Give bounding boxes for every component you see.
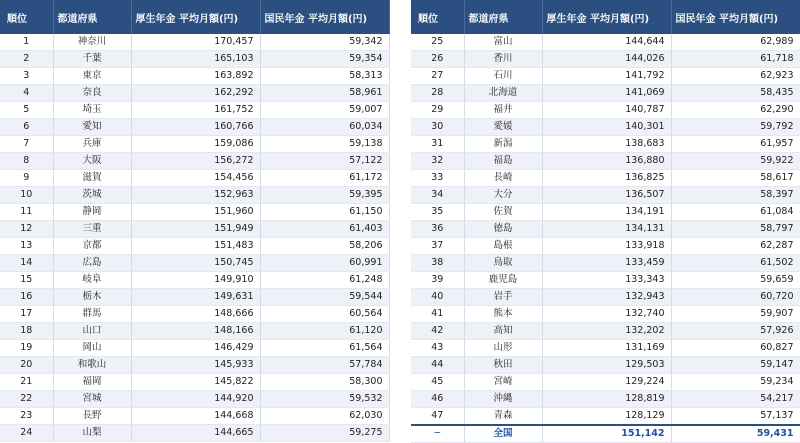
table-row — [0, 119, 389, 136]
employee-pension-cell: 163,892 — [131, 68, 260, 85]
table-row — [0, 408, 389, 425]
prefecture-cell: 三重 — [53, 221, 131, 238]
employee-pension-cell: 133,459 — [542, 255, 671, 272]
prefecture-cell: 福岡 — [53, 374, 131, 391]
national-pension-cell: 61,084 — [671, 204, 800, 221]
national-pension-cell: 58,206 — [260, 238, 389, 255]
national-pension-cell: 59,147 — [671, 357, 800, 374]
rank-cell: 22 — [0, 391, 53, 408]
prefecture-cell: 全国 — [464, 425, 542, 443]
rank-cell: 27 — [411, 68, 464, 85]
rank-cell: 42 — [411, 323, 464, 340]
employee-pension-cell: 148,166 — [131, 323, 260, 340]
rank-cell: 16 — [0, 289, 53, 306]
national-pension-cell: 58,797 — [671, 221, 800, 238]
table-row — [411, 289, 800, 306]
table-row — [0, 323, 389, 340]
prefecture-cell: 徳島 — [464, 221, 542, 238]
employee-pension-cell: 136,825 — [542, 170, 671, 187]
prefecture-cell: 青森 — [464, 408, 542, 426]
table-row — [0, 187, 389, 204]
rank-cell: 11 — [0, 204, 53, 221]
table-row — [0, 221, 389, 238]
employee-pension-cell: 132,943 — [542, 289, 671, 306]
rank-cell: 47 — [411, 408, 464, 426]
national-pension-cell: 59,544 — [260, 289, 389, 306]
rank-cell: 29 — [411, 102, 464, 119]
national-pension-cell: 57,784 — [260, 357, 389, 374]
prefecture-cell: 東京 — [53, 68, 131, 85]
national-pension-cell: 59,007 — [260, 102, 389, 119]
employee-pension-cell: 131,169 — [542, 340, 671, 357]
header-employee-pension: 厚生年金 平均月額(円) — [542, 0, 671, 34]
table-row — [411, 238, 800, 255]
rank-cell: 2 — [0, 51, 53, 68]
employee-pension-cell: 150,745 — [131, 255, 260, 272]
national-pension-cell: 58,300 — [260, 374, 389, 391]
rank-cell: 3 — [0, 68, 53, 85]
rank-cell: 40 — [411, 289, 464, 306]
national-pension-cell: 60,564 — [260, 306, 389, 323]
national-pension-cell: 54,217 — [671, 391, 800, 408]
header-national-pension: 国民年金 平均月額(円) — [260, 0, 389, 34]
table-row — [0, 51, 389, 68]
prefecture-cell: 北海道 — [464, 85, 542, 102]
national-pension-cell: 59,234 — [671, 374, 800, 391]
prefecture-cell: 静岡 — [53, 204, 131, 221]
rank-cell: 35 — [411, 204, 464, 221]
table-row — [0, 289, 389, 306]
employee-pension-cell: 151,483 — [131, 238, 260, 255]
national-pension-cell: 58,313 — [260, 68, 389, 85]
rank-cell: 1 — [0, 34, 53, 51]
rank-cell: 14 — [0, 255, 53, 272]
employee-pension-cell: 159,086 — [131, 136, 260, 153]
table-row — [411, 68, 800, 85]
national-pension-cell: 61,150 — [260, 204, 389, 221]
national-pension-cell: 59,792 — [671, 119, 800, 136]
rank-cell: 32 — [411, 153, 464, 170]
prefecture-cell: 大分 — [464, 187, 542, 204]
table-row — [411, 374, 800, 391]
table-row — [0, 255, 389, 272]
rank-cell: 20 — [0, 357, 53, 374]
national-pension-cell: 60,034 — [260, 119, 389, 136]
employee-pension-cell: 144,668 — [131, 408, 260, 425]
prefecture-cell: 宮崎 — [464, 374, 542, 391]
table-row — [411, 85, 800, 102]
employee-pension-cell: 132,740 — [542, 306, 671, 323]
national-pension-cell: 58,617 — [671, 170, 800, 187]
rank-cell: 38 — [411, 255, 464, 272]
employee-pension-cell: 133,343 — [542, 272, 671, 289]
prefecture-cell: 京都 — [53, 238, 131, 255]
rank-cell: 36 — [411, 221, 464, 238]
ranking-table-right — [411, 0, 800, 443]
rank-cell: 7 — [0, 136, 53, 153]
rank-cell: 18 — [0, 323, 53, 340]
prefecture-cell: 岩手 — [464, 289, 542, 306]
employee-pension-cell: 141,069 — [542, 85, 671, 102]
employee-pension-cell: 146,429 — [131, 340, 260, 357]
employee-pension-cell: 149,910 — [131, 272, 260, 289]
table-row — [411, 272, 800, 289]
national-pension-cell: 61,403 — [260, 221, 389, 238]
national-pension-cell: 62,923 — [671, 68, 800, 85]
employee-pension-cell: 144,644 — [542, 34, 671, 51]
prefecture-cell: 沖縄 — [464, 391, 542, 408]
rank-cell: 21 — [0, 374, 53, 391]
national-pension-cell: 59,275 — [260, 425, 389, 442]
national-pension-cell: 58,435 — [671, 85, 800, 102]
rank-cell: 41 — [411, 306, 464, 323]
header-rank: 順位 — [0, 0, 53, 34]
rank-cell: 46 — [411, 391, 464, 408]
ranking-table-left — [0, 0, 390, 442]
prefecture-cell: 栃木 — [53, 289, 131, 306]
prefecture-cell: 山梨 — [53, 425, 131, 442]
table-row — [0, 391, 389, 408]
national-pension-cell: 59,922 — [671, 153, 800, 170]
prefecture-cell: 宮城 — [53, 391, 131, 408]
employee-pension-cell: 148,666 — [131, 306, 260, 323]
table-row — [0, 153, 389, 170]
table-row — [411, 221, 800, 238]
national-pension-cell: 60,720 — [671, 289, 800, 306]
prefecture-cell: 千葉 — [53, 51, 131, 68]
rank-cell: 39 — [411, 272, 464, 289]
rank-cell: 17 — [0, 306, 53, 323]
prefecture-cell: 広島 — [53, 255, 131, 272]
table-row — [0, 425, 389, 442]
national-pension-cell: 61,502 — [671, 255, 800, 272]
table-row — [411, 306, 800, 323]
table-row — [411, 119, 800, 136]
employee-pension-cell: 161,752 — [131, 102, 260, 119]
table-row — [411, 170, 800, 187]
prefecture-cell: 兵庫 — [53, 136, 131, 153]
employee-pension-cell: 140,787 — [542, 102, 671, 119]
table-row — [411, 153, 800, 170]
table-row — [0, 238, 389, 255]
national-pension-cell: 59,532 — [260, 391, 389, 408]
prefecture-cell: 島根 — [464, 238, 542, 255]
rank-cell: 31 — [411, 136, 464, 153]
table-row — [411, 34, 800, 51]
table-row — [0, 170, 389, 187]
header-prefecture: 都道府県 — [464, 0, 542, 34]
national-pension-cell: 62,287 — [671, 238, 800, 255]
total-row — [411, 425, 800, 443]
header-employee-pension: 厚生年金 平均月額(円) — [131, 0, 260, 34]
prefecture-cell: 高知 — [464, 323, 542, 340]
prefecture-cell: 埼玉 — [53, 102, 131, 119]
table-row — [411, 204, 800, 221]
national-pension-cell: 62,030 — [260, 408, 389, 425]
header-row — [411, 0, 800, 34]
employee-pension-cell: 145,933 — [131, 357, 260, 374]
prefecture-cell: 滋賀 — [53, 170, 131, 187]
rank-cell: 19 — [0, 340, 53, 357]
rank-cell: 33 — [411, 170, 464, 187]
table-row — [0, 102, 389, 119]
prefecture-cell: 和歌山 — [53, 357, 131, 374]
national-pension-cell: 57,137 — [671, 408, 800, 426]
employee-pension-cell: 156,272 — [131, 153, 260, 170]
rank-cell: 23 — [0, 408, 53, 425]
header-row — [0, 0, 389, 34]
rank-cell: 28 — [411, 85, 464, 102]
rank-cell: 26 — [411, 51, 464, 68]
prefecture-cell: 鳥取 — [464, 255, 542, 272]
prefecture-cell: 大阪 — [53, 153, 131, 170]
rank-cell: 10 — [0, 187, 53, 204]
rank-cell: 37 — [411, 238, 464, 255]
table-row — [0, 85, 389, 102]
prefecture-cell: 石川 — [464, 68, 542, 85]
employee-pension-cell: 152,963 — [131, 187, 260, 204]
employee-pension-cell: 134,131 — [542, 221, 671, 238]
national-pension-cell: 58,961 — [260, 85, 389, 102]
employee-pension-cell: 145,822 — [131, 374, 260, 391]
prefecture-cell: 富山 — [464, 34, 542, 51]
rank-cell: 9 — [0, 170, 53, 187]
employee-pension-cell: 141,792 — [542, 68, 671, 85]
prefecture-cell: 愛知 — [53, 119, 131, 136]
national-pension-cell: 61,564 — [260, 340, 389, 357]
prefecture-cell: 奈良 — [53, 85, 131, 102]
table-row — [411, 391, 800, 408]
national-pension-cell: 59,138 — [260, 136, 389, 153]
table-row — [411, 340, 800, 357]
rank-cell: 25 — [411, 34, 464, 51]
header-rank: 順位 — [411, 0, 464, 34]
national-pension-cell: 58,397 — [671, 187, 800, 204]
rank-cell: 6 — [0, 119, 53, 136]
prefecture-cell: 鹿児島 — [464, 272, 542, 289]
prefecture-cell: 群馬 — [53, 306, 131, 323]
national-pension-cell: 61,248 — [260, 272, 389, 289]
rank-cell: 8 — [0, 153, 53, 170]
table-gap — [389, 0, 411, 435]
table-row — [0, 357, 389, 374]
prefecture-cell: 山形 — [464, 340, 542, 357]
employee-pension-cell: 160,766 — [131, 119, 260, 136]
national-pension-cell: 61,718 — [671, 51, 800, 68]
prefecture-cell: 熊本 — [464, 306, 542, 323]
table-row — [411, 102, 800, 119]
table-row — [411, 323, 800, 340]
table-row — [411, 357, 800, 374]
prefecture-cell: 山口 — [53, 323, 131, 340]
table-row — [0, 306, 389, 323]
national-pension-cell: 62,290 — [671, 102, 800, 119]
table-row — [0, 68, 389, 85]
rank-cell: 4 — [0, 85, 53, 102]
employee-pension-cell: 133,918 — [542, 238, 671, 255]
table-row — [411, 255, 800, 272]
employee-pension-cell: 136,880 — [542, 153, 671, 170]
header-national-pension: 国民年金 平均月額(円) — [671, 0, 800, 34]
rank-cell: 45 — [411, 374, 464, 391]
prefecture-cell: 福島 — [464, 153, 542, 170]
employee-pension-cell: 138,683 — [542, 136, 671, 153]
national-pension-cell: 61,172 — [260, 170, 389, 187]
rank-cell: 12 — [0, 221, 53, 238]
header-prefecture: 都道府県 — [53, 0, 131, 34]
prefecture-cell: 長崎 — [464, 170, 542, 187]
employee-pension-cell: 128,129 — [542, 408, 671, 426]
national-pension-cell: 59,395 — [260, 187, 389, 204]
table-row — [411, 187, 800, 204]
table-row — [0, 136, 389, 153]
national-pension-cell: 57,926 — [671, 323, 800, 340]
employee-pension-cell: 170,457 — [131, 34, 260, 51]
table-row — [0, 340, 389, 357]
national-pension-cell: 59,907 — [671, 306, 800, 323]
table-row — [411, 51, 800, 68]
employee-pension-cell: 151,960 — [131, 204, 260, 221]
rank-cell: 34 — [411, 187, 464, 204]
rank-cell: 44 — [411, 357, 464, 374]
prefecture-cell: 愛媛 — [464, 119, 542, 136]
rank-cell: 43 — [411, 340, 464, 357]
employee-pension-cell: 129,224 — [542, 374, 671, 391]
national-pension-cell: 59,342 — [260, 34, 389, 51]
national-pension-cell: 61,120 — [260, 323, 389, 340]
table-row — [0, 204, 389, 221]
national-pension-cell: 61,957 — [671, 136, 800, 153]
rank-cell: 24 — [0, 425, 53, 442]
employee-pension-cell: 154,456 — [131, 170, 260, 187]
rank-cell: 30 — [411, 119, 464, 136]
national-pension-cell: 59,431 — [671, 425, 800, 443]
employee-pension-cell: 134,191 — [542, 204, 671, 221]
rank-cell: ─ — [411, 425, 464, 443]
employee-pension-cell: 144,920 — [131, 391, 260, 408]
employee-pension-cell: 144,026 — [542, 51, 671, 68]
employee-pension-cell: 162,292 — [131, 85, 260, 102]
national-pension-cell: 60,827 — [671, 340, 800, 357]
employee-pension-cell: 136,507 — [542, 187, 671, 204]
national-pension-cell: 59,354 — [260, 51, 389, 68]
employee-pension-cell: 140,301 — [542, 119, 671, 136]
prefecture-cell: 秋田 — [464, 357, 542, 374]
prefecture-cell: 新潟 — [464, 136, 542, 153]
national-pension-cell: 62,989 — [671, 34, 800, 51]
prefecture-cell: 福井 — [464, 102, 542, 119]
prefecture-cell: 岐阜 — [53, 272, 131, 289]
prefecture-cell: 茨城 — [53, 187, 131, 204]
prefecture-cell: 佐賀 — [464, 204, 542, 221]
table-row — [411, 408, 800, 426]
table-row — [0, 34, 389, 51]
prefecture-cell: 香川 — [464, 51, 542, 68]
employee-pension-cell: 144,665 — [131, 425, 260, 442]
table-row — [411, 136, 800, 153]
national-pension-cell: 59,659 — [671, 272, 800, 289]
rank-cell: 5 — [0, 102, 53, 119]
table-row — [0, 272, 389, 289]
prefecture-cell: 長野 — [53, 408, 131, 425]
employee-pension-cell: 149,631 — [131, 289, 260, 306]
prefecture-cell: 岡山 — [53, 340, 131, 357]
employee-pension-cell: 128,819 — [542, 391, 671, 408]
employee-pension-cell: 165,103 — [131, 51, 260, 68]
prefecture-cell: 神奈川 — [53, 34, 131, 51]
employee-pension-cell: 151,949 — [131, 221, 260, 238]
rank-cell: 15 — [0, 272, 53, 289]
national-pension-cell: 57,122 — [260, 153, 389, 170]
employee-pension-cell: 129,503 — [542, 357, 671, 374]
employee-pension-cell: 151,142 — [542, 425, 671, 443]
table-row — [0, 374, 389, 391]
national-pension-cell: 60,991 — [260, 255, 389, 272]
employee-pension-cell: 132,202 — [542, 323, 671, 340]
rank-cell: 13 — [0, 238, 53, 255]
